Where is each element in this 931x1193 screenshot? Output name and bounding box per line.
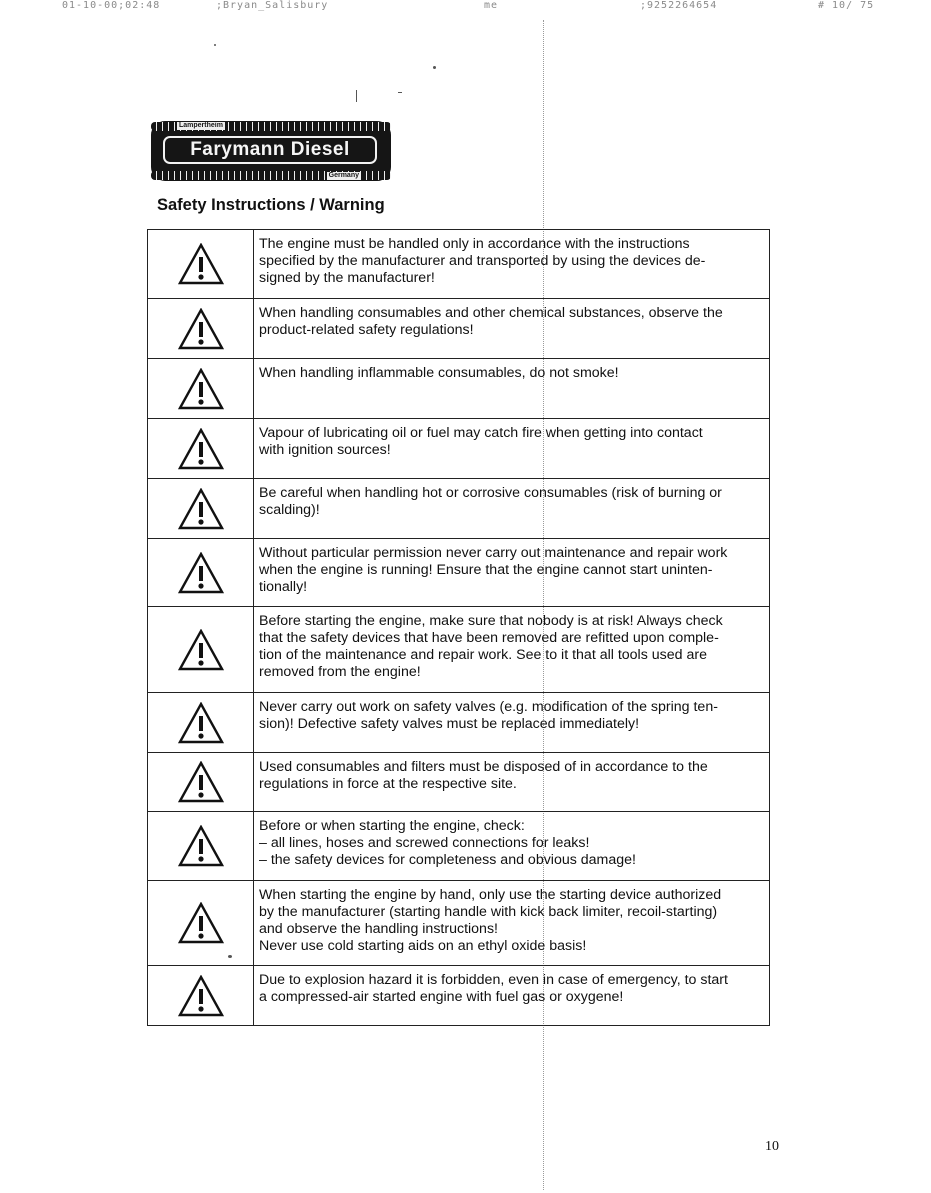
warning-text [254, 607, 770, 692]
warning-line: when the engine is running! Ensure that the engine cannot start uninten- [259, 562, 713, 578]
fax-datetime: 01-10-00;02:48 [62, 0, 161, 11]
warning-text [254, 299, 770, 358]
warning-triangle-icon [178, 761, 224, 803]
warning-triangle-icon [178, 552, 224, 594]
warning-row [147, 880, 770, 965]
warning-triangle-icon [178, 975, 224, 1017]
warning-text [254, 359, 770, 418]
scan-speck [398, 92, 402, 93]
warning-line: Due to explosion hazard it is forbidden, even in case of emergency, to start [259, 972, 728, 988]
warning-icon-cell [147, 812, 254, 880]
logo-title: Farymann Diesel [190, 139, 350, 160]
warning-line: specified by the manufacturer and transported by using the devices de- [259, 253, 706, 269]
warning-line: When starting the engine by hand, only use the starting device authorized [259, 887, 722, 903]
fax-header [0, 0, 931, 14]
warning-line: a compressed-air started engine with fuel gas or oxygene! [259, 989, 624, 1005]
warning-text [254, 230, 770, 298]
warning-icon-cell [147, 230, 254, 298]
warning-icon-cell [147, 359, 254, 418]
scan-speck [356, 90, 357, 102]
warning-triangle-icon [178, 488, 224, 530]
warning-triangle-icon [178, 702, 224, 744]
warning-triangle-icon [178, 308, 224, 350]
warning-line: When handling inflammable consumables, do not smoke! [259, 365, 619, 381]
warning-line: When handling consumables and other chemical substances, observe the [259, 305, 723, 321]
warning-row [147, 811, 770, 880]
warning-row [147, 752, 770, 811]
warning-line: Before or when starting the engine, check: [259, 818, 525, 834]
warning-icon-cell [147, 693, 254, 752]
scan-speck [214, 44, 216, 46]
warning-line: signed by the manufacturer! [259, 270, 435, 286]
warning-triangle-icon [178, 825, 224, 867]
warning-text [254, 753, 770, 811]
warning-triangle-icon [178, 243, 224, 285]
warning-line: with ignition sources! [259, 442, 391, 458]
warning-text [254, 966, 770, 1025]
farymann-diesel-logo [151, 121, 391, 181]
warning-triangle-icon [178, 629, 224, 671]
warning-line: – all lines, hoses and screwed connections for leaks! [259, 835, 590, 851]
warning-icon-cell [147, 607, 254, 692]
warning-line: sion)! Defective safety valves must be replaced immediately! [259, 716, 640, 732]
warning-text [254, 881, 770, 965]
warning-text [254, 812, 770, 880]
fax-sender: ;Bryan_Salisbury [216, 0, 329, 11]
warning-icon-cell [147, 753, 254, 811]
warning-row [147, 418, 770, 478]
warning-row [147, 538, 770, 606]
warning-line: scalding)! [259, 502, 320, 518]
warning-triangle-icon [178, 428, 224, 470]
warning-row [147, 606, 770, 692]
warning-line: Be careful when handling hot or corrosive consumables (risk of burning or [259, 485, 722, 501]
warning-line: Before starting the engine, make sure that nobody is at risk! Always check [259, 613, 723, 629]
warning-text [254, 539, 770, 606]
warning-line: tion of the maintenance and repair work. See to it that all tools used are [259, 647, 707, 663]
warning-text [254, 693, 770, 752]
warning-icon-cell [147, 479, 254, 538]
warning-line: by the manufacturer (starting handle with kick back limiter, recoil-starting) [259, 904, 718, 920]
fax-number: ;9252264654 [640, 0, 718, 11]
logo-country-text: Germany [328, 172, 359, 179]
warning-row [147, 358, 770, 418]
warning-row [147, 229, 770, 298]
warning-line: product-related safety regulations! [259, 322, 474, 338]
warning-text [254, 479, 770, 538]
logo-title-box [163, 136, 377, 164]
warning-line: Without particular permission never carry out maintenance and repair work [259, 545, 728, 561]
fax-code: me [484, 0, 499, 11]
warning-line: – the safety devices for completeness and obvious damage! [259, 852, 636, 868]
scan-speck [433, 66, 436, 69]
warning-line: Vapour of lubricating oil or fuel may catch fire when getting into contact [259, 425, 703, 441]
warning-line: removed from the engine! [259, 664, 421, 680]
warning-icon-cell [147, 966, 254, 1025]
warning-line: The engine must be handled only in accordance with the instructions [259, 236, 690, 252]
page-heading: Safety Instructions / Warning [157, 196, 385, 214]
warning-triangle-icon [178, 902, 224, 944]
warning-row [147, 965, 770, 1026]
warning-row [147, 298, 770, 358]
warning-icon-cell [147, 419, 254, 478]
warning-triangle-icon [178, 368, 224, 410]
page-number: 10 [765, 1139, 779, 1154]
warning-icon-cell [147, 881, 254, 965]
logo-location-text: Lampertheim [179, 122, 223, 129]
warning-line: Used consumables and filters must be disposed of in accordance to the [259, 759, 708, 775]
fax-page: # 10/ 75 [818, 0, 875, 11]
warning-line: Never carry out work on safety valves (e.g. modification of the spring ten- [259, 699, 718, 715]
warning-line: and observe the handling instructions! [259, 921, 498, 937]
safety-warnings-table [147, 229, 770, 1026]
warning-icon-cell [147, 299, 254, 358]
warning-text [254, 419, 770, 478]
warning-line: Never use cold starting aids on an ethyl oxide basis! [259, 938, 587, 954]
warning-line: that the safety devices that have been removed are refitted upon comple- [259, 630, 719, 646]
warning-line: tionally! [259, 579, 308, 595]
warning-line: regulations in force at the respective site. [259, 776, 517, 792]
warning-row [147, 478, 770, 538]
warning-row [147, 692, 770, 752]
warning-icon-cell [147, 539, 254, 606]
